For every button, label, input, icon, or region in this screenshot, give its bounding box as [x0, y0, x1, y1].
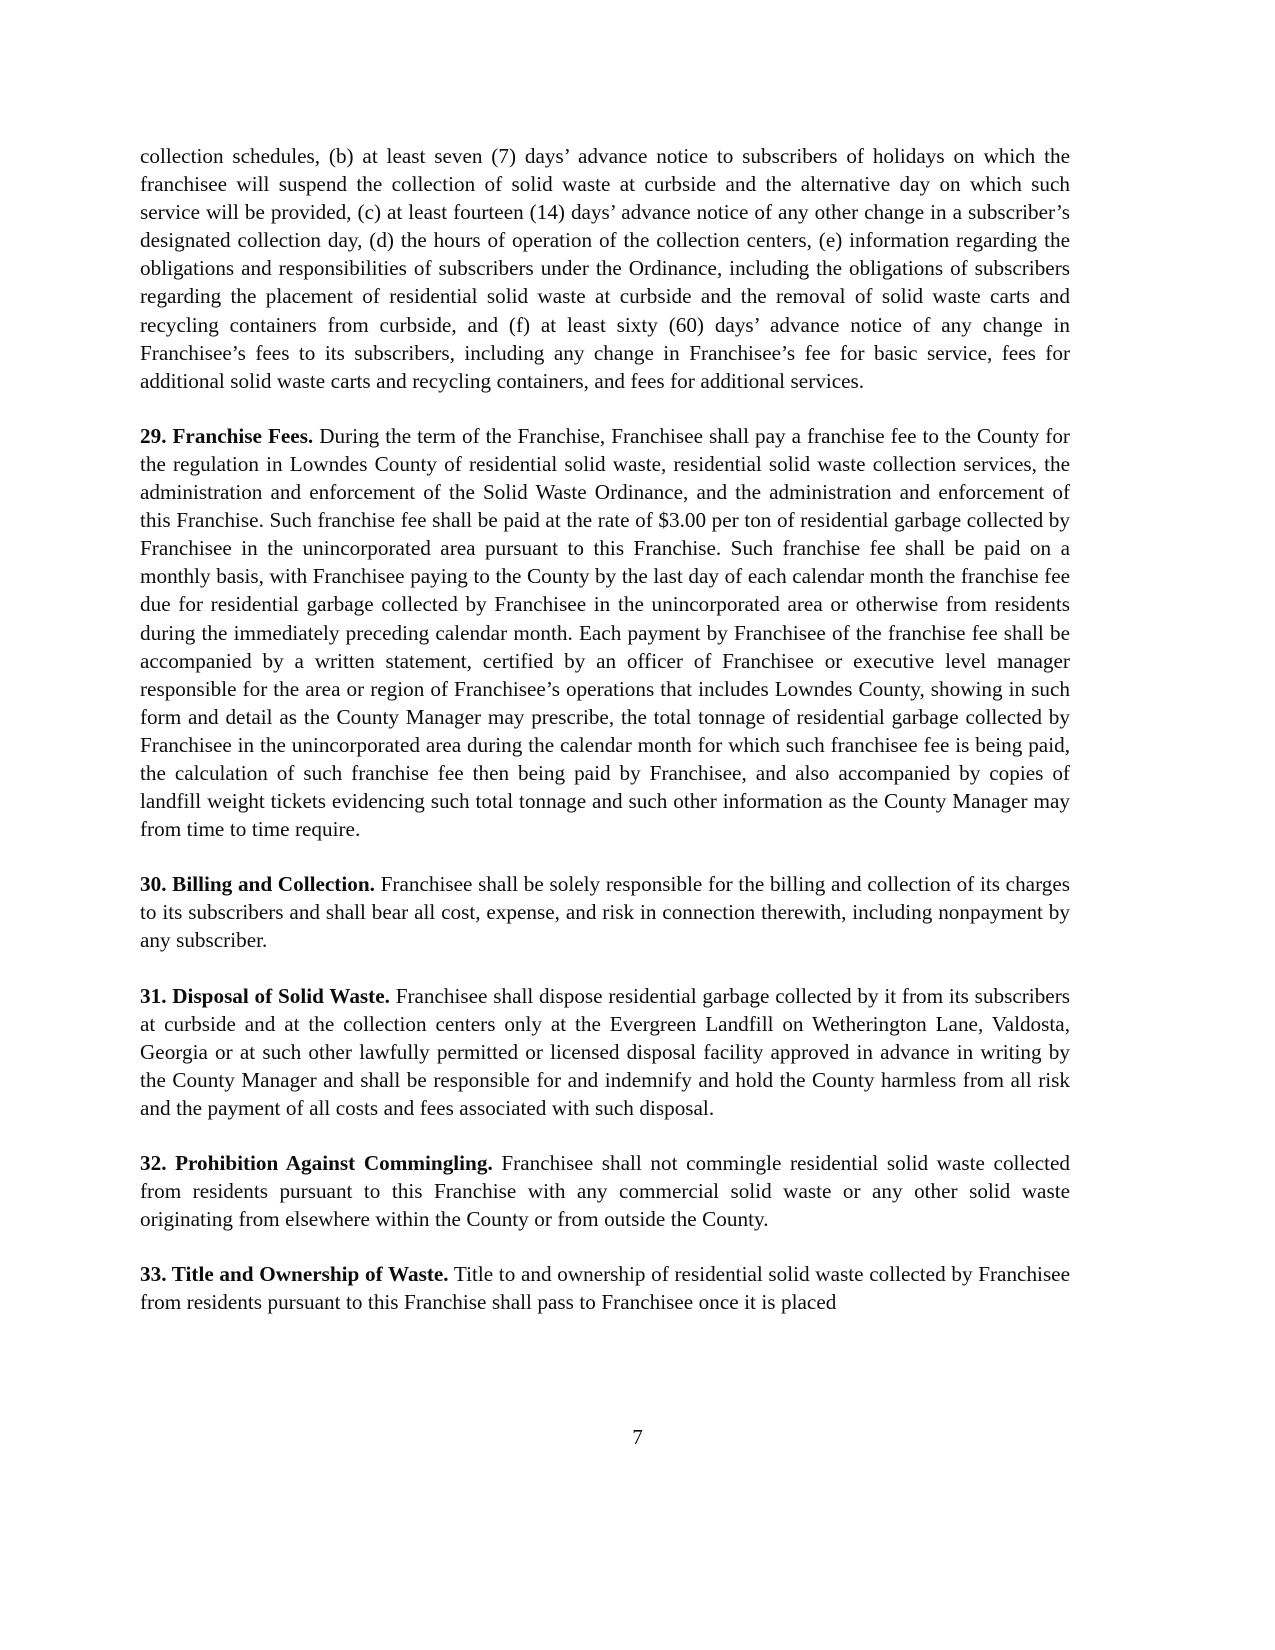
section-29-heading: 29. Franchise Fees. [140, 423, 314, 448]
paragraph-text: collection schedules, (b) at least seven (7) days’ advance notice to subscribers of holidays on which the franchisee will suspend the collection of solid waste at curbside and the alternative day on which such service will be provided, (c) at least fourteen (14) days’ advance notice of any other change in a subscriber’s designated collection day, (d) the hours of operation of the collection centers, (e) information regarding the obligations and responsibilities of subscribers under the Ordinance, including the obligations of subscribers regarding the placement of residential solid waste at curbside and the removal of solid waste carts and recycling containers from curbside, and (f) at least sixty (60) days’ advance notice of any change in Franchisee’s fees to its subscribers, including any change in Franchisee’s fee for basic service, fees for additional solid waste carts and recycling containers, and fees for additional services. [140, 144, 1070, 393]
section-29 [140, 422, 1070, 843]
section-29-text: During the term of the Franchise, Franchisee shall pay a franchise fee to the County for the regulation in Lowndes County of residential solid waste, residential solid waste collection services, the administration and enforcement of the Solid Waste Ordinance, and the administration and enforcement of this Franchise. Such franchise fee shall be paid at the rate of $3.00 per ton of residential garbage collected by Franchisee in the unincorporated area pursuant to this Franchise. Such franchise fee shall be paid on a monthly basis, with Franchisee paying to the County by the last day of each calendar month the franchise fee due for residential garbage collected by Franchisee in the unincorporated area or otherwise from residents during the immediately preceding calendar month. Each payment by Franchisee of the franchise fee shall be accompanied by a written statement, certified by an officer of Franchisee or executive level manager responsible for the area or region of Franchisee’s operations that includes Lowndes County, showing in such form and detail as the County Manager may prescribe, the total tonnage of residential garbage collected by Franchisee in the unincorporated area during the calendar month for which such franchisee fee is being paid, the calculation of such franchise fee then being paid by Franchisee, and also accompanied by copies of landfill weight tickets evidencing such total tonnage and such other information as the County Manager may from time to time require. [140, 423, 1070, 842]
section-32-heading: 32. Prohibition Against Commingling. [140, 1151, 493, 1175]
paragraph-continued [140, 142, 1070, 395]
page-number: 7 [632, 1425, 643, 1449]
section-33-heading: 33. Title and Ownership of Waste. [140, 1262, 449, 1287]
section-30 [140, 870, 1070, 954]
section-32-text: Franchisee shall not commingle residential solid waste collected from residents pursuant to this Franchise with any commercial solid waste or any other solid waste originating from elsewhere within the County or from outside the County. [140, 1151, 1071, 1232]
section-30-text: Franchisee shall be solely responsible for the billing and collection of its charges to its subscribers and shall bear all cost, expense, and risk in connection therewith, including nonpayment by any subscriber. [140, 872, 1070, 953]
section-33 [140, 1260, 1070, 1316]
section-31-heading: 31. Disposal of Solid Waste. [140, 983, 390, 1008]
section-30-heading: 30. Billing and Collection. [140, 872, 375, 897]
section-31 [140, 982, 1070, 1122]
page-body [140, 142, 1070, 1316]
section-32 [140, 1149, 1070, 1233]
section-33-text: Title to and ownership of residential solid waste collected by Franchisee from residents pursuant to this Franchise shall pass to Franchisee once it is placed [140, 1262, 1070, 1315]
section-31-text: Franchisee shall dispose residential garbage collected by it from its subscribers at curbside and at the collection centers only at the Evergreen Landfill on Wetherington Lane, Valdosta, Georgia or at such other lawfully permitted or licensed disposal facility approved in advance in writing by the County Manager and shall be responsible for and indemnify and hold the County harmless from all risk and the payment of all costs and fees associated with such disposal. [140, 983, 1070, 1120]
